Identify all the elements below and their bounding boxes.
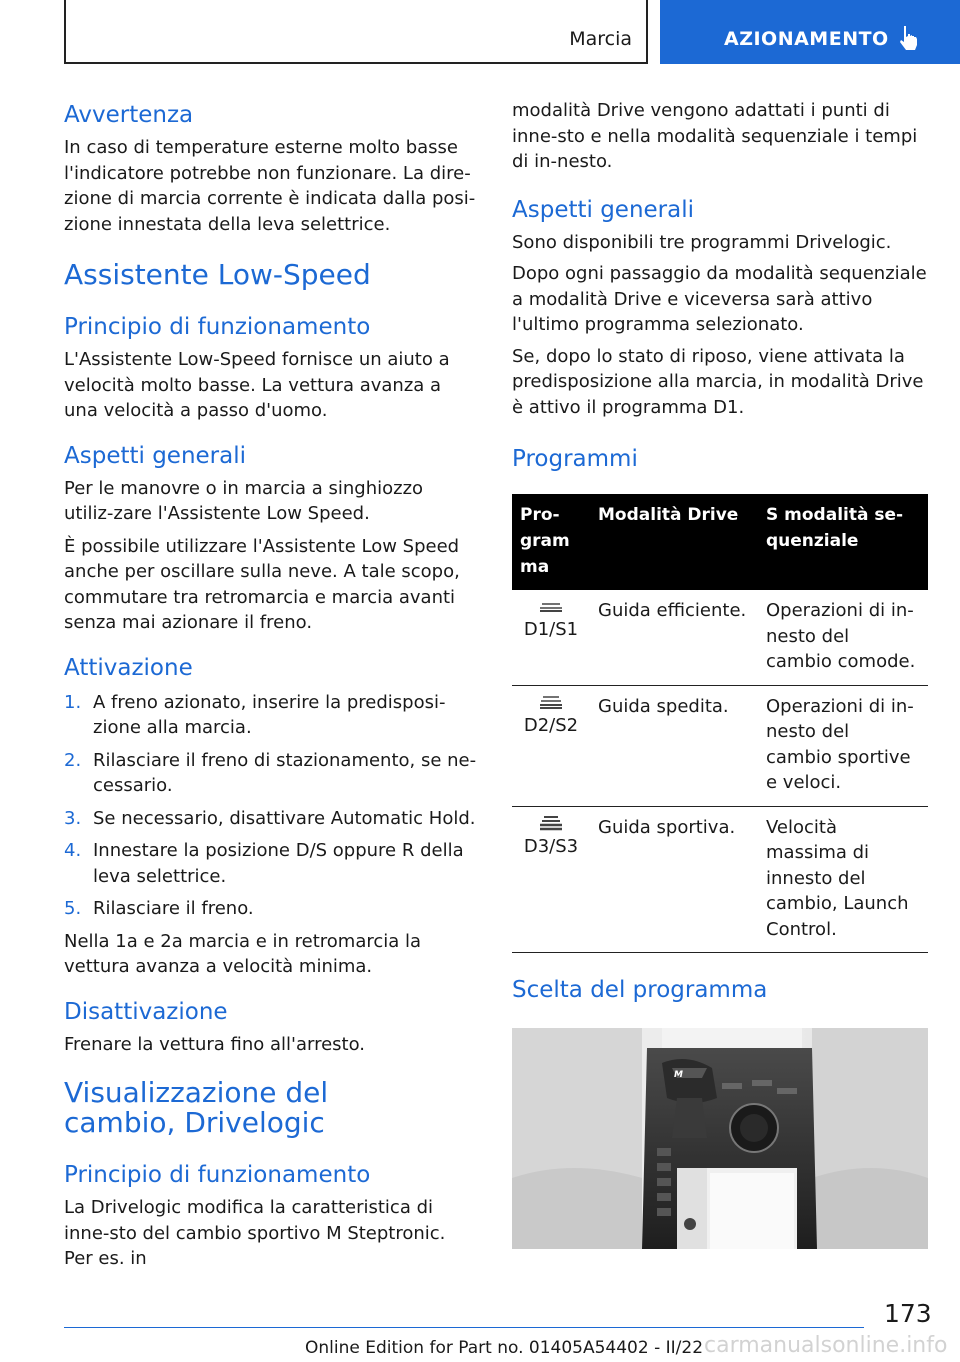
text-after-steps: Nella 1a e 2a marcia e in retromarcia la vettura avanza a velocità minima. — [64, 930, 422, 977]
heading-activation: Attivazione — [64, 654, 193, 681]
heading-low-speed-assistant: Assistente Low-Speed — [64, 258, 371, 291]
drive-mode-cell: Guida spedita. — [590, 685, 758, 806]
text-aspects-1: Sono disponibili tre programmi Drivelogic. — [512, 231, 892, 253]
footer-edition: Online Edition for Part no. 01405A54402 - II/22 — [305, 1338, 704, 1358]
header-section-box — [64, 0, 648, 64]
table-header-row — [512, 494, 928, 590]
drivelogic-2-icon — [538, 694, 564, 710]
header-section-title: Marcia — [569, 28, 632, 50]
drivelogic-1-icon — [538, 598, 564, 614]
program-label: D1/S1 — [523, 619, 579, 640]
step-number: 5. — [64, 898, 82, 919]
text-working-principle-2: La Drivelogic modifica la caratteristica di inne-sto del cambio sportivo M Steptronic. Per es. in — [64, 1197, 446, 1269]
footer-divider — [64, 1327, 864, 1328]
list-item — [64, 896, 478, 922]
svg-text:M: M — [674, 1070, 683, 1080]
sequential-mode-cell: Velocità massima di innesto del cambio, Launch Control. — [758, 806, 928, 953]
drive-mode-cell: Guida efficiente. — [590, 590, 758, 685]
column-header-drive-mode: Modalità Drive — [590, 494, 758, 590]
list-item — [64, 838, 478, 889]
warning-title: Avvertenza — [64, 102, 194, 128]
program-cell — [512, 685, 590, 806]
text-general-aspects-1: Per le manovre o in marcia a singhiozzo utiliz-zare l'Assistente Low Speed. — [64, 477, 424, 524]
drive-mode-cell: Guida sportiva. — [590, 806, 758, 953]
step-number: 2. — [64, 749, 82, 771]
table-row — [512, 590, 928, 685]
sequential-mode-cell: Operazioni di in-nesto del cambio comode. — [758, 590, 928, 685]
list-item — [64, 690, 478, 741]
text-aspects-2: Dopo ogni passaggio da modalità sequenziale a modalità Drive e viceversa sarà attivo l'ultimo programma selezionato. — [512, 263, 927, 335]
left-column — [64, 96, 478, 1272]
list-item — [64, 806, 478, 832]
heading-program-selection: Scelta del programma — [512, 977, 768, 1003]
text-general-aspects-2: È possibile utilizzare l'Assistente Low Speed anche per oscillare sulla neve. A tale scopo, commutare tra retromarcia e marcia avanti senza mai azionare il freno. — [64, 535, 460, 633]
step-number: 3. — [64, 807, 82, 829]
table-row — [512, 806, 928, 953]
table-row — [512, 685, 928, 806]
console-illustration — [512, 1028, 928, 1249]
step-text: A freno azionato, inserire la predisposi-zione alla marcia. — [93, 691, 446, 738]
step-number: 4. — [64, 840, 82, 861]
sequential-mode-cell: Operazioni di in-nesto del cambio sportive e veloci. — [758, 685, 928, 806]
gear-selector-photo — [512, 1028, 928, 1249]
step-text: Se necessario, disattivare Automatic Hold. — [93, 807, 476, 829]
text-aspects-3: Se, dopo lo stato di riposo, viene attivata la predisposizione alla marcia, in modalità Drive è attivo il programma D1. — [512, 345, 924, 418]
warning-text: In caso di temperature esterne molto basse l'indicatore potrebbe non funzionare. La dire-zione di marcia corrente è indicata dalla posi-zione innestata della leva selettrice. — [64, 137, 476, 235]
watermark: carmanualsonline.info — [704, 1333, 948, 1358]
heading-deactivation: Disattivazione — [64, 998, 228, 1025]
header-chapter-title: AZIONAMENTO — [724, 28, 889, 50]
heading-programs: Programmi — [512, 446, 638, 472]
column-header-sequential-mode: S modalità se-quenziale — [758, 494, 928, 590]
heading-gear-display-drivelogic: Visualizzazione del cambio, Drivelogic — [64, 1076, 329, 1139]
heading-working-principle-2: Principio di funzionamento — [64, 1162, 371, 1188]
programs-table — [512, 494, 928, 953]
heading-general-aspects-2: Aspetti generali — [512, 196, 695, 223]
list-item — [64, 748, 478, 799]
program-label: D2/S2 — [523, 714, 579, 736]
program-label: D3/S3 — [523, 835, 579, 857]
program-cell — [512, 590, 590, 685]
column-header-program: Pro-gram ma — [512, 494, 590, 590]
text-continued: modalità Drive vengono adattati i punti di inne-sto e nella modalità sequenziale i tempi di in-nesto. — [512, 100, 918, 172]
header-chapter-box — [660, 0, 960, 64]
drivelogic-3-icon — [538, 815, 564, 831]
text-deactivation: Frenare la vettura fino all'arresto. — [64, 1033, 366, 1055]
hand-pointer-icon — [898, 24, 922, 52]
step-text: Rilasciare il freno di stazionamento, se ne-cessario. — [93, 749, 477, 796]
step-text: Innestare la posizione D/S oppure R della leva selettrice. — [93, 840, 464, 887]
heading-general-aspects: Aspetti generali — [64, 442, 247, 469]
page-number: 173 — [884, 1299, 932, 1328]
activation-steps — [64, 690, 478, 922]
step-text: Rilasciare il freno. — [93, 898, 254, 919]
right-column — [512, 98, 928, 1075]
text-working-principle: L'Assistente Low-Speed fornisce un aiuto a velocità molto basse. La vettura avanza a una velocità a passo d'uomo. — [64, 349, 450, 421]
step-number: 1. — [64, 691, 82, 713]
heading-working-principle: Principio di funzionamento — [64, 314, 371, 340]
program-cell — [512, 806, 590, 953]
